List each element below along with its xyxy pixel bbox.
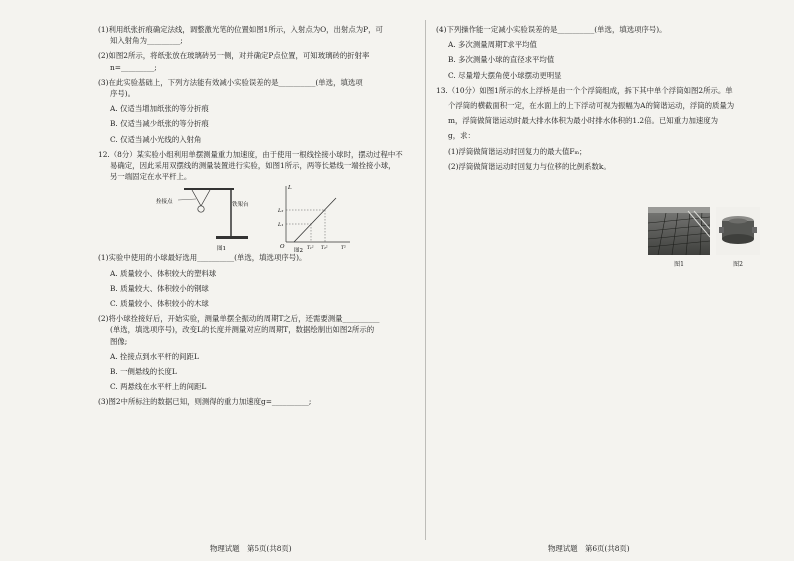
- label-stand: 铁架台: [232, 202, 249, 209]
- q13-photo-single-float: [716, 207, 760, 268]
- pontoon-bridge-image: [648, 207, 710, 255]
- photo1-caption: 图1: [674, 261, 684, 268]
- tick-T2: T₂²: [321, 246, 328, 252]
- q12-intro-line3: 另一端固定在水平杆上。: [110, 172, 192, 182]
- axis-label-L: L: [288, 185, 292, 192]
- q12-intro-line2: 易确定，因此采用双摆线的测量装置进行实验，如图1所示，两等长悬线一端拴接小球，: [110, 161, 396, 171]
- graph-line: [294, 198, 336, 242]
- q12-sub1-option-c: C. 质量较小、体积较小的木球: [110, 299, 209, 309]
- tick-L1: L₁: [278, 222, 284, 229]
- pendulum-figure: [98, 182, 416, 252]
- left-column: [98, 24, 416, 408]
- string-right: [201, 190, 210, 206]
- q12-sub4-option-b: B. 多次测量小球的直径求平均值: [448, 55, 555, 65]
- q12-sub2-line3: 图像;: [110, 336, 128, 346]
- q12-sub2-option-a: A. 拴接点到水平杆的间距L: [110, 351, 199, 361]
- q12-sub2-line1: (2)将小球拴接好后，开始实验，测量单摆全振动的周期T之后，还需要测量__________: [98, 314, 380, 324]
- q12-sub3: (3)图2中所标注的数据已知，则测得的重力加速度g=__________;: [98, 397, 312, 407]
- q11-option-c: C. 仅适当减小光线的入射角: [110, 134, 202, 144]
- q12-sub4: (4)下列操作能一定减小实验误差的是__________(单选，填选项序号)。: [436, 25, 667, 34]
- axis-label-T2: T²: [341, 246, 346, 252]
- q11-option-a: A. 仅适当增加纸张的等分折痕: [110, 104, 209, 114]
- q11-part2-line1: (2)如图2所示，将纸张放在玻璃砖另一侧，对并确定P点位置，可知玻璃砖的折射率: [98, 51, 370, 61]
- q12-intro-line1: 12.（8分）某实验小组利用单摆测量重力加速度，由于使用一根线拴接小球时，摆动过程中不: [98, 149, 403, 159]
- q13-sub1: (1)浮筒做简谐运动时回复力的最大值Fₘ；: [448, 146, 587, 156]
- q13-photo-pontoon-bridge: [648, 207, 710, 268]
- q12-sub1: (1)实验中使用的小球最好选用__________(单选，填选项序号)。: [98, 253, 307, 263]
- q12-sub1-option-b: B. 质量较大、体积较小的钢球: [110, 283, 209, 293]
- stand-base: [216, 236, 248, 239]
- q12-sub2-line2: (单选，填选项序号)，改变L的长度并测量对应的周期T，数据绘制出如图2所示的: [110, 325, 375, 335]
- q11-part1-line1: (1)利用纸张折痕确定法线，调整激光笔的位置如图1所示，入射点为O，出射点为P，可: [98, 25, 383, 34]
- q13-line2: 个浮筒的横截面积一定，在水面上的上下浮动可视为振幅为A的简谐运动，浮筒的质量为: [448, 101, 735, 111]
- axis-origin: O: [280, 244, 285, 251]
- q11-part3-line2: 序号)。: [110, 89, 136, 99]
- q11-part3-line1: (3)在此实验基础上，下列方法能有效减小实验误差的是__________(单选，填选项: [98, 77, 363, 87]
- left-page-footer: 物理试题 第5页(共8页): [210, 544, 292, 553]
- q12-sub4-option-c: C. 尽量增大摆角使小球摆动更明显: [448, 70, 562, 80]
- q12-sub1-option-a: A. 质量较小、体积较大的塑料球: [110, 268, 217, 278]
- q13-line3: m，浮筒做简谐运动时最大排水体积为最小时排水体积的1.2倍。已知重力加速度为: [448, 116, 719, 126]
- photo2-caption: 图2: [733, 261, 743, 268]
- label-pointer: [178, 199, 196, 200]
- string-left: [192, 190, 201, 206]
- figure1-caption: 图1: [217, 246, 226, 253]
- right-column: [436, 24, 756, 172]
- q11-part2-line2: n=_________;: [110, 62, 157, 72]
- tick-T1: T₁²: [307, 246, 314, 252]
- label-attach-point: 拴接点: [156, 199, 173, 206]
- q13-sub2: (2)浮筒做简谐运动时回复力与位移的比例系数k。: [448, 161, 611, 171]
- figure2-caption: 图2: [294, 248, 303, 253]
- q12-sub2-option-c: C. 两悬线在水平杆上的间距L: [110, 382, 207, 392]
- column-divider: [425, 20, 426, 540]
- right-page-footer: 物理试题 第6页(共8页): [548, 544, 630, 553]
- q13-line1: 13.（10分）如图1所示的水上浮桥是由一个个浮筒组成，拆下其中单个浮筒如图2所示。单: [436, 85, 733, 95]
- tick-L2: L₂: [278, 208, 284, 215]
- q11-part1-line2: 知入射角为_________;: [110, 36, 183, 46]
- single-float-image: [716, 207, 760, 255]
- q12-sub2-option-b: B. 一侧悬线的长度L: [110, 367, 177, 377]
- horizontal-rod: [184, 188, 234, 190]
- q11-option-b: B. 仅适当减少纸张的等分折痕: [110, 119, 209, 129]
- q12-sub4-option-a: A. 多次测量周期T求平均值: [448, 40, 537, 50]
- q13-line4: g，求：: [448, 131, 475, 141]
- pendulum-ball: [198, 206, 204, 212]
- q12-figures: [98, 182, 416, 252]
